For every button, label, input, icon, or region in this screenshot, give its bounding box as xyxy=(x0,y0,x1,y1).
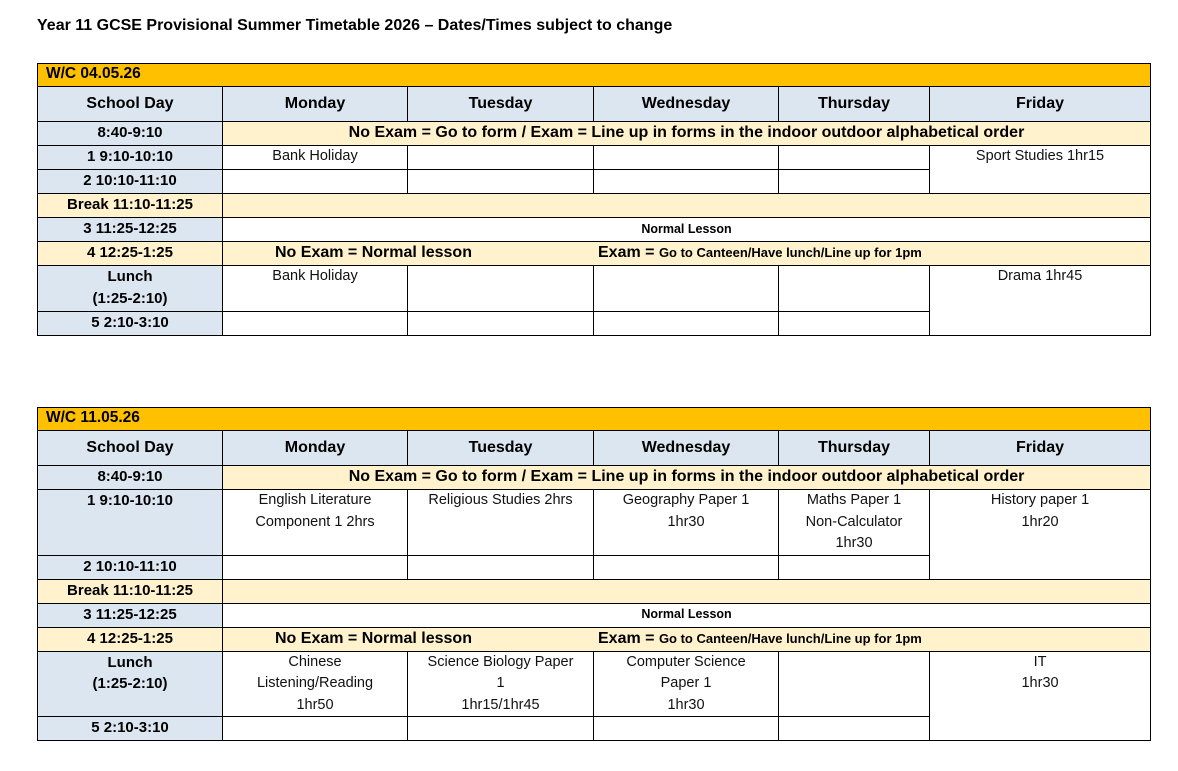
header-wednesday: Wednesday xyxy=(594,87,779,122)
empty-cell xyxy=(779,555,930,579)
cell-wed-pm xyxy=(594,651,779,717)
cell-mon-am xyxy=(223,490,408,556)
lunch-time: (1:25-2:10) xyxy=(92,675,168,692)
slot-period-1: 1 9:10-10:10 xyxy=(38,490,223,556)
slot-period-3: 3 11:25-12:25 xyxy=(38,603,223,627)
slot-period-4: 4 12:25-1:25 xyxy=(38,242,223,266)
week-table-1 xyxy=(37,63,1151,336)
exam-line: 1hr30 xyxy=(667,513,705,530)
slot-period-2: 2 10:10-11:10 xyxy=(38,555,223,579)
empty-cell xyxy=(223,555,408,579)
empty-cell xyxy=(408,312,594,336)
empty-cell xyxy=(779,717,930,741)
exam-line: Component 1 2hrs xyxy=(255,513,375,530)
exam-line: Non-Calculator xyxy=(805,513,903,530)
empty-cell xyxy=(594,555,779,579)
exam-line: 1 xyxy=(496,675,505,691)
p4-exam-label: Exam = xyxy=(598,629,659,647)
exam-line: Bank Holiday xyxy=(272,268,358,284)
slot-period-4: 4 12:25-1:25 xyxy=(38,627,223,651)
week-table-2 xyxy=(37,407,1151,741)
cell-tue-pm xyxy=(408,651,594,717)
exam-line: 1hr30 xyxy=(667,696,705,713)
cell-mon-pm xyxy=(223,266,408,312)
normal-lesson-note: Normal Lesson xyxy=(223,603,1151,627)
exam-line: Geography Paper 1 xyxy=(622,492,750,508)
exam-line: Drama 1hr45 xyxy=(997,268,1083,284)
cell-wed-am xyxy=(594,146,779,170)
header-friday: Friday xyxy=(930,87,1151,122)
week-label: W/C 11.05.26 xyxy=(38,408,1151,431)
header-thursday: Thursday xyxy=(779,431,930,466)
exam-line: Bank Holiday xyxy=(272,148,358,164)
empty-cell xyxy=(779,170,930,194)
empty-cell xyxy=(223,312,408,336)
p4-no-exam: No Exam = Normal lesson xyxy=(275,244,472,261)
p4-exam-label: Exam = xyxy=(598,244,659,261)
exam-line: English Literature xyxy=(258,492,372,508)
header-tuesday: Tuesday xyxy=(408,87,594,122)
header-thursday: Thursday xyxy=(779,87,930,122)
header-school-day: School Day xyxy=(38,431,223,466)
exam-line: IT xyxy=(1033,653,1047,670)
header-monday: Monday xyxy=(223,87,408,122)
exam-line: 1hr50 xyxy=(296,696,334,713)
slot-period-5: 5 2:10-3:10 xyxy=(38,312,223,336)
exam-line: Science Biology Paper xyxy=(427,653,574,670)
empty-cell xyxy=(779,312,930,336)
empty-cell xyxy=(594,717,779,741)
registration-note: No Exam = Go to form / Exam = Line up in forms in the indoor outdoor alphabetical order xyxy=(223,466,1151,490)
cell-fri-pm xyxy=(930,651,1151,741)
slot-lunch xyxy=(38,266,223,312)
slot-registration: 8:40-9:10 xyxy=(38,466,223,490)
cell-thu-am xyxy=(779,146,930,170)
break-row xyxy=(223,194,1151,218)
cell-thu-am xyxy=(779,490,930,556)
slot-break: Break 11:10-11:25 xyxy=(38,579,223,603)
slot-lunch xyxy=(38,651,223,717)
lunch-time: (1:25-2:10) xyxy=(92,289,168,307)
exam-line: 1hr20 xyxy=(1021,513,1059,530)
p4-exam xyxy=(598,242,922,264)
cell-tue-am xyxy=(408,490,594,556)
period-4-note xyxy=(223,242,1151,266)
exam-line: Listening/Reading xyxy=(256,675,374,691)
p4-no-exam: No Exam = Normal lesson xyxy=(275,629,472,647)
empty-cell xyxy=(594,170,779,194)
header-monday: Monday xyxy=(223,431,408,466)
slot-period-5: 5 2:10-3:10 xyxy=(38,717,223,741)
empty-cell xyxy=(408,170,594,194)
p4-exam xyxy=(598,628,922,650)
cell-thu-pm xyxy=(779,266,930,312)
normal-lesson-note: Normal Lesson xyxy=(223,218,1151,242)
empty-cell xyxy=(408,717,594,741)
exam-line: 1hr30 xyxy=(835,535,873,551)
exam-line: Sport Studies 1hr15 xyxy=(975,148,1105,164)
cell-tue-pm xyxy=(408,266,594,312)
header-friday: Friday xyxy=(930,431,1151,466)
slot-period-2: 2 10:10-11:10 xyxy=(38,170,223,194)
cell-fri-am xyxy=(930,146,1151,194)
registration-note: No Exam = Go to form / Exam = Line up in forms in the indoor outdoor alphabetical order xyxy=(223,122,1151,146)
exam-line: Chinese xyxy=(288,653,342,670)
empty-cell xyxy=(408,555,594,579)
slot-period-3: 3 11:25-12:25 xyxy=(38,218,223,242)
cell-fri-am xyxy=(930,490,1151,580)
cell-mon-am xyxy=(223,146,408,170)
empty-cell xyxy=(223,170,408,194)
exam-line: Computer Science xyxy=(626,653,746,670)
exam-line: Religious Studies 2hrs xyxy=(428,492,573,508)
exam-line: Paper 1 xyxy=(660,675,712,691)
cell-tue-am xyxy=(408,146,594,170)
slot-period-1: 1 9:10-10:10 xyxy=(38,146,223,170)
header-school-day: School Day xyxy=(38,87,223,122)
exam-line: 1hr15/1hr45 xyxy=(461,696,540,713)
slot-break: Break 11:10-11:25 xyxy=(38,194,223,218)
cell-thu-pm xyxy=(779,651,930,717)
p4-exam-detail: Go to Canteen/Have lunch/Line up for 1pm xyxy=(658,245,922,260)
lunch-label: Lunch xyxy=(107,653,153,671)
p4-exam-detail: Go to Canteen/Have lunch/Line up for 1pm xyxy=(658,630,922,646)
empty-cell xyxy=(223,717,408,741)
cell-wed-am xyxy=(594,490,779,556)
exam-line: Maths Paper 1 xyxy=(806,492,902,508)
lunch-label: Lunch xyxy=(107,268,153,285)
break-row xyxy=(223,579,1151,603)
cell-mon-pm xyxy=(223,651,408,717)
cell-wed-pm xyxy=(594,266,779,312)
empty-cell xyxy=(594,312,779,336)
cell-fri-pm xyxy=(930,266,1151,336)
exam-line: 1hr30 xyxy=(1021,675,1059,691)
header-tuesday: Tuesday xyxy=(408,431,594,466)
slot-registration: 8:40-9:10 xyxy=(38,122,223,146)
header-wednesday: Wednesday xyxy=(594,431,779,466)
week-label: W/C 04.05.26 xyxy=(38,64,1151,87)
period-4-note xyxy=(223,627,1151,651)
exam-line: History paper 1 xyxy=(990,492,1090,508)
page-title: Year 11 GCSE Provisional Summer Timetable 2026 – Dates/Times subject to change xyxy=(37,17,673,34)
